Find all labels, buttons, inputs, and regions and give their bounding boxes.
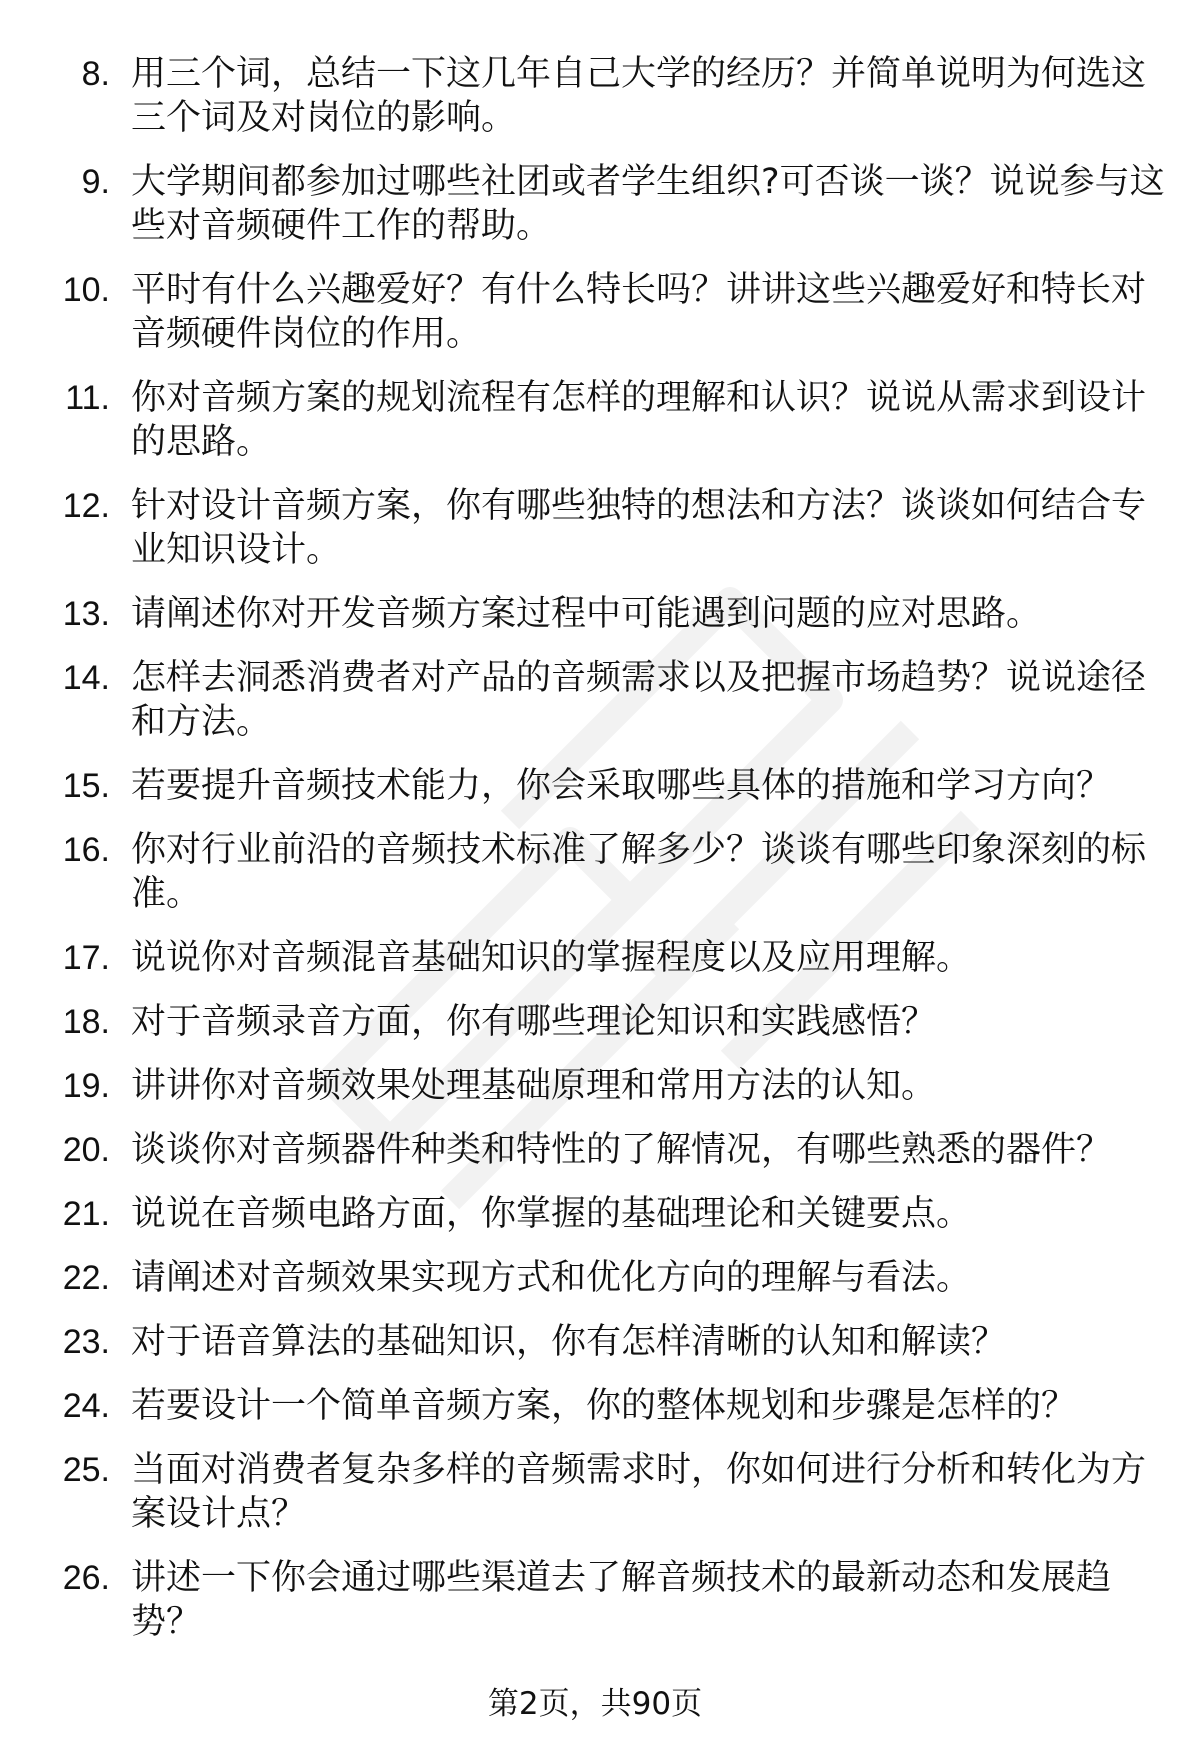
question-item [0, 936, 1190, 980]
question-text: 当面对消费者复杂多样的音频需求时，你如何进行分析和转化为方案设计点？ [131, 1450, 1147, 1534]
question-number: 8. [81, 55, 110, 93]
question-item [0, 1256, 1190, 1300]
question-number: 13. [62, 595, 110, 633]
question-text: 大学期间都参加过哪些社团或者学生组织?可否谈一谈？说说参与这些对音频硬件工作的帮助。 [131, 162, 1165, 246]
question-item [0, 1384, 1190, 1428]
question-item [0, 1000, 1190, 1044]
question-number: 23. [62, 1323, 110, 1361]
question-text: 若要提升音频技术能力，你会采取哪些具体的措施和学习方向？ [131, 766, 1112, 806]
question-item [0, 268, 1190, 356]
question-item [0, 1448, 1190, 1536]
question-text: 怎样去洞悉消费者对产品的音频需求以及把握市场趋势？说说途径和方法。 [131, 658, 1147, 742]
question-item [0, 828, 1190, 916]
question-item [0, 160, 1190, 248]
question-item [0, 376, 1190, 464]
question-number: 15. [62, 767, 110, 805]
question-number: 10. [62, 271, 110, 309]
question-number: 18. [62, 1003, 110, 1041]
question-item [0, 484, 1190, 572]
question-number: 25. [62, 1451, 110, 1489]
question-text: 请阐述你对开发音频方案过程中可能遇到问题的应对思路。 [131, 594, 1042, 634]
question-number: 11. [65, 379, 110, 417]
question-number: 26. [62, 1559, 110, 1597]
question-list [0, 52, 1190, 1664]
question-item [0, 1192, 1190, 1236]
question-text: 你对行业前沿的音频技术标准了解多少？谈谈有哪些印象深刻的标准。 [131, 830, 1147, 914]
question-number: 12. [62, 487, 110, 525]
page-footer: 第2页，共90页 [487, 1686, 703, 1722]
question-item [0, 52, 1190, 140]
question-text: 谈谈你对音频器件种类和特性的了解情况，有哪些熟悉的器件？ [131, 1130, 1112, 1170]
question-text: 讲述一下你会通过哪些渠道去了解音频技术的最新动态和发展趋势？ [131, 1558, 1112, 1642]
question-item [0, 1064, 1190, 1108]
question-text: 你对音频方案的规划流程有怎样的理解和认识？说说从需求到设计的思路。 [131, 378, 1147, 462]
question-number: 16. [62, 831, 110, 869]
question-text: 讲讲你对音频效果处理基础原理和常用方法的认知。 [131, 1066, 937, 1106]
question-item [0, 592, 1190, 636]
question-number: 22. [62, 1259, 110, 1297]
question-item [0, 656, 1190, 744]
question-item [0, 1556, 1190, 1644]
question-text: 若要设计一个简单音频方案，你的整体规划和步骤是怎样的？ [131, 1386, 1077, 1426]
question-text: 用三个词，总结一下这几年自己大学的经历？并简单说明为何选这三个词及对岗位的影响。 [131, 54, 1147, 138]
question-text: 请阐述对音频效果实现方式和优化方向的理解与看法。 [131, 1258, 972, 1298]
question-item [0, 1128, 1190, 1172]
question-number: 24. [62, 1387, 110, 1425]
question-text: 说说在音频电路方面，你掌握的基础理论和关键要点。 [131, 1194, 972, 1234]
question-number: 14. [62, 659, 110, 697]
question-text: 针对设计音频方案，你有哪些独特的想法和方法？谈谈如何结合专业知识设计。 [131, 486, 1147, 570]
question-item [0, 764, 1190, 808]
question-number: 9. [81, 163, 110, 201]
question-number: 21. [62, 1195, 110, 1233]
question-text: 对于语音算法的基础知识，你有怎样清晰的认知和解读？ [131, 1322, 1007, 1362]
question-number: 19. [62, 1067, 110, 1105]
question-text: 平时有什么兴趣爱好？有什么特长吗？讲讲这些兴趣爱好和特长对音频硬件岗位的作用。 [131, 270, 1147, 354]
question-number: 20. [62, 1131, 110, 1169]
question-text: 说说你对音频混音基础知识的掌握程度以及应用理解。 [131, 938, 972, 978]
question-item [0, 1320, 1190, 1364]
question-number: 17. [62, 939, 110, 977]
question-text: 对于音频录音方面，你有哪些理论知识和实践感悟？ [131, 1002, 937, 1042]
